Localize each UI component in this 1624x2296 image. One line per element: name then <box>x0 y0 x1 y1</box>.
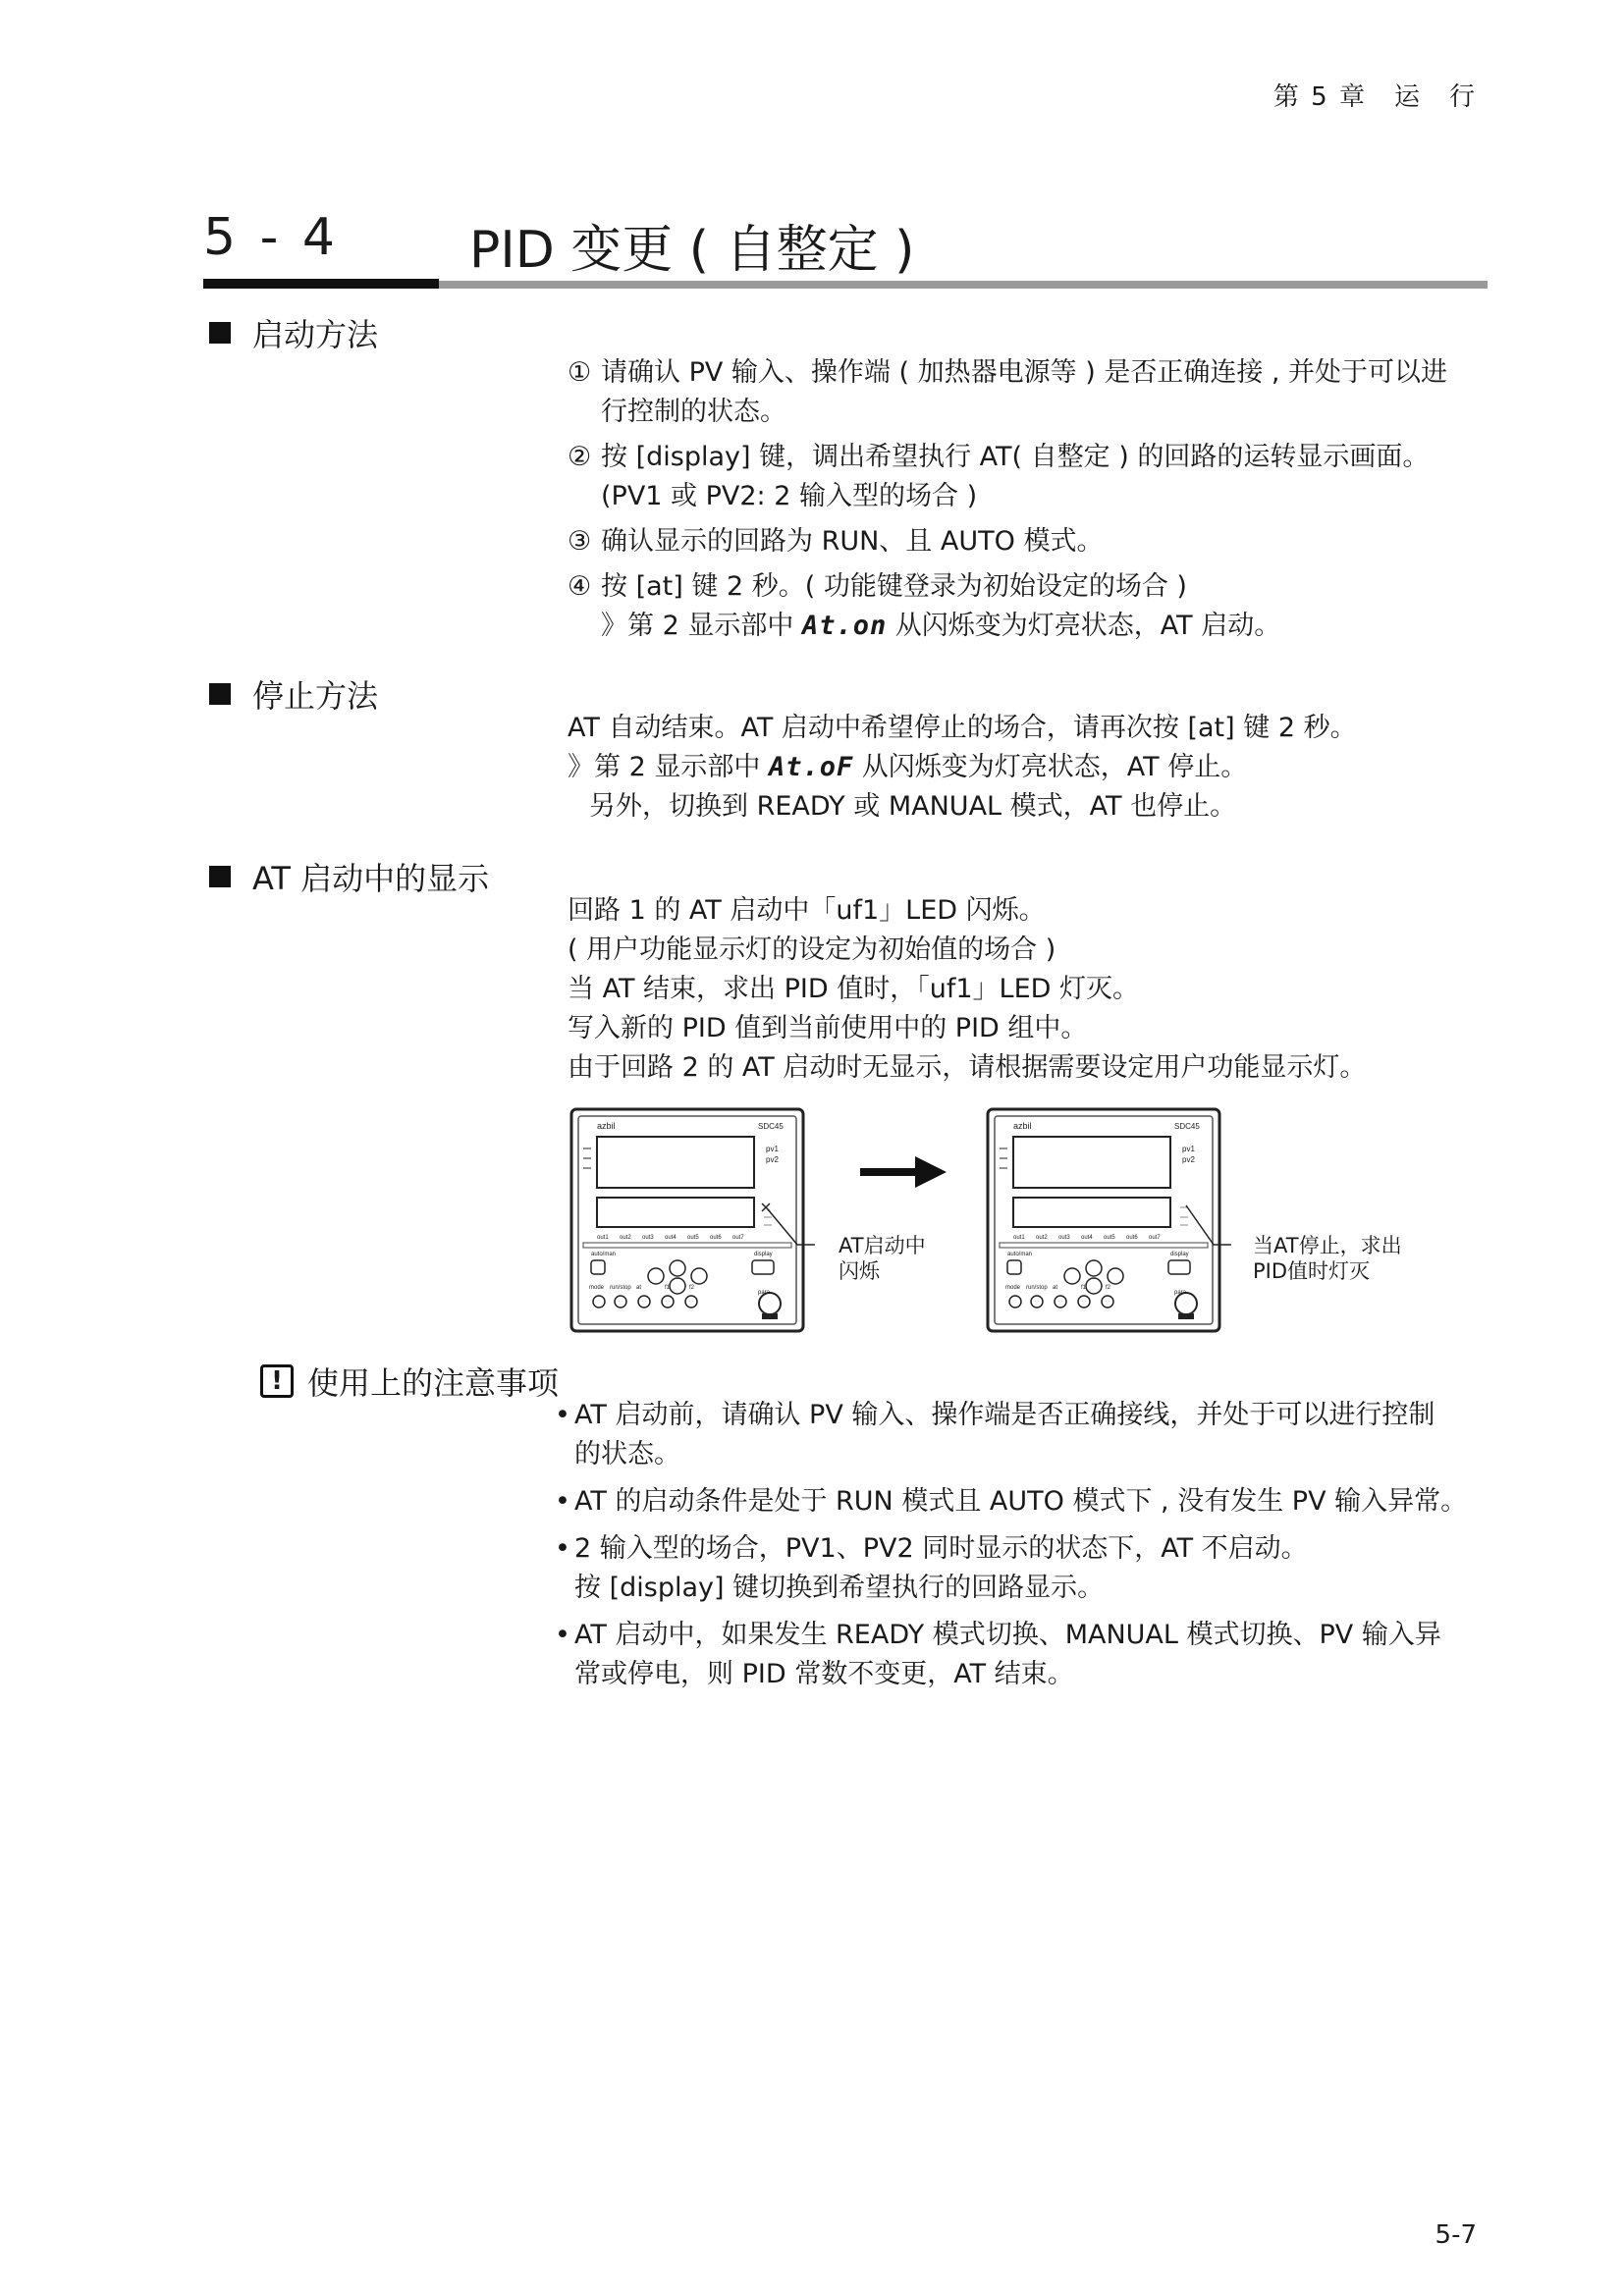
led-label: out1 <box>1013 1235 1025 1241</box>
key-label: f1 <box>1081 1285 1087 1291</box>
display-line: 回路 1 的 AT 启动中「uf1」LED 闪烁。 <box>568 895 1046 926</box>
square-bullet-icon <box>209 322 231 344</box>
step-text: 按 [at] 键 2 秒。( 功能键登录为初始设定的场合 ) <box>601 571 1187 602</box>
controller-panel-left <box>571 1109 815 1331</box>
notice-list <box>555 1396 1492 1702</box>
start-step-3 <box>568 522 1490 561</box>
led-label: out3 <box>642 1235 654 1241</box>
controller-diagram <box>569 1107 1453 1333</box>
stop-text <box>568 709 1490 827</box>
callout-right: 当AT停止，求出 PID值时灯灭 <box>1253 1234 1402 1283</box>
callout-left: AT启动中 闪烁 <box>839 1234 926 1283</box>
start-step-2 <box>568 438 1490 516</box>
led-label: out1 <box>597 1235 609 1241</box>
segment-display-at-off: At.oF <box>768 752 854 782</box>
model-label: SDC45 <box>1174 1122 1200 1131</box>
start-step-4 <box>568 567 1490 646</box>
step-text: (PV1 或 PV2: 2 输入型的场合 ) <box>601 481 978 511</box>
stop-heading-label: 停止方法 <box>252 677 379 715</box>
page-number: 5-7 <box>1435 2220 1477 2250</box>
display-text <box>568 891 1490 1088</box>
brand-label: azbil <box>1013 1121 1032 1131</box>
controller-panel-right <box>988 1109 1231 1331</box>
arrow-icon <box>860 1156 947 1188</box>
key-label: run/stop <box>610 1285 631 1291</box>
key-label: f1 <box>665 1285 671 1291</box>
pv1-label: pv1 <box>766 1145 779 1153</box>
notice-heading <box>260 1359 559 1404</box>
led-label: out4 <box>665 1235 677 1241</box>
key-label: para <box>1174 1290 1187 1296</box>
display-line: 由于回路 2 的 AT 启动时无显示，请根据需要设定用户功能显示灯。 <box>568 1052 1367 1083</box>
stop-line-1: AT 自动结束。AT 启动中希望停止的场合，请再次按 [at] 键 2 秒。 <box>568 713 1357 743</box>
key-label: auto/man <box>591 1252 617 1257</box>
display-heading-label: AT 启动中的显示 <box>252 860 490 897</box>
step-text: 请确认 PV 输入、操作端 ( 加热器电源等 ) 是否正确连接 , 并处于可以进 <box>601 357 1448 388</box>
notice-heading-label: 使用上的注意事项 <box>307 1364 560 1402</box>
key-label: para <box>758 1290 771 1296</box>
led-label: out3 <box>1058 1235 1070 1241</box>
display-line: ( 用户功能显示灯的设定为初始值的场合 ) <box>568 934 1056 965</box>
key-label: mode <box>589 1285 605 1291</box>
brand-label: azbil <box>597 1121 616 1131</box>
stop-line-2: 》第 2 显示部中 At.oF 从闪烁变为灯亮状态，AT 停止。 <box>568 752 1248 782</box>
display-heading <box>209 854 489 899</box>
step-text: 确认显示的回路为 RUN、且 AUTO 模式。 <box>601 526 1104 557</box>
start-heading-label: 启动方法 <box>252 316 379 353</box>
list-item: • AT 启动前，请确认 PV 输入、操作端是否正确接线，并处于可以进行控制 的状态。 <box>555 1400 1435 1469</box>
pv2-label: pv2 <box>1182 1155 1195 1164</box>
key-label: at <box>636 1285 642 1291</box>
led-label: out5 <box>1104 1235 1115 1241</box>
list-item: • 2 输入型的场合，PV1、PV2 同时显示的状态下，AT 不启动。 按 [display] 键切换到希望执行的回路显示。 <box>555 1533 1308 1603</box>
square-bullet-icon <box>209 683 231 705</box>
step-text: 》第 2 显示部中 At.on 从闪烁变为灯亮状态，AT 启动。 <box>601 611 1281 641</box>
square-bullet-icon <box>209 866 231 887</box>
step-mark: ② <box>568 442 592 472</box>
led-label: out7 <box>732 1235 744 1241</box>
led-label: out2 <box>620 1235 631 1241</box>
led-label: out6 <box>710 1235 722 1241</box>
stop-heading <box>209 671 378 717</box>
step-mark: ④ <box>568 571 592 602</box>
list-item: • AT 启动中，如果发生 READY 模式切换、MANUAL 模式切换、PV 输入异 常或停电，则 PID 常数不变更，AT 结束。 <box>555 1620 1441 1689</box>
key-label: run/stop <box>1026 1285 1048 1291</box>
start-step-1 <box>568 353 1490 432</box>
step-text: 行控制的状态。 <box>601 397 786 427</box>
key-label: f2 <box>1106 1285 1111 1291</box>
start-heading <box>209 310 378 355</box>
title-rule-dark <box>203 279 439 289</box>
section-title: PID 变更 ( 自整定 ) <box>469 221 915 280</box>
led-label: out6 <box>1126 1235 1138 1241</box>
model-label: SDC45 <box>758 1122 784 1131</box>
key-label: display <box>754 1252 773 1257</box>
display-line: 写入新的 PID 值到当前使用中的 PID 组中。 <box>568 1013 1088 1043</box>
stop-line-3: 另外，切换到 READY 或 MANUAL 模式，AT 也停止。 <box>589 791 1237 822</box>
display-line: 当 AT 结束，求出 PID 值时，「uf1」LED 灯灭。 <box>568 974 1140 1004</box>
key-label: auto/man <box>1007 1252 1033 1257</box>
led-label: out2 <box>1036 1235 1048 1241</box>
led-label: out5 <box>687 1235 699 1241</box>
step-mark: ③ <box>568 526 592 557</box>
caution-icon: ! <box>260 1364 294 1398</box>
chapter-header: 第 5 章 运 行 <box>1272 82 1477 112</box>
key-label: f2 <box>689 1285 695 1291</box>
controller-figure <box>569 1107 1453 1333</box>
segment-display-at-on: At.on <box>801 611 888 641</box>
pv2-label: pv2 <box>766 1155 779 1164</box>
list-item: • AT 的启动条件是处于 RUN 模式且 AUTO 模式下 , 没有发生 PV 输入异常。 <box>555 1486 1468 1517</box>
key-label: display <box>1170 1252 1189 1257</box>
led-label: out4 <box>1081 1235 1093 1241</box>
pv1-label: pv1 <box>1182 1145 1195 1153</box>
key-label: at <box>1053 1285 1058 1291</box>
title-rule-gray <box>439 281 1488 289</box>
led-label: out7 <box>1149 1235 1161 1241</box>
section-number: 5 - 4 <box>203 208 339 267</box>
step-text: 按 [display] 键，调出希望执行 AT( 自整定 ) 的回路的运转显示画面。 <box>601 442 1430 472</box>
step-mark: ① <box>568 357 592 388</box>
start-steps <box>568 353 1490 652</box>
key-label: mode <box>1005 1285 1021 1291</box>
